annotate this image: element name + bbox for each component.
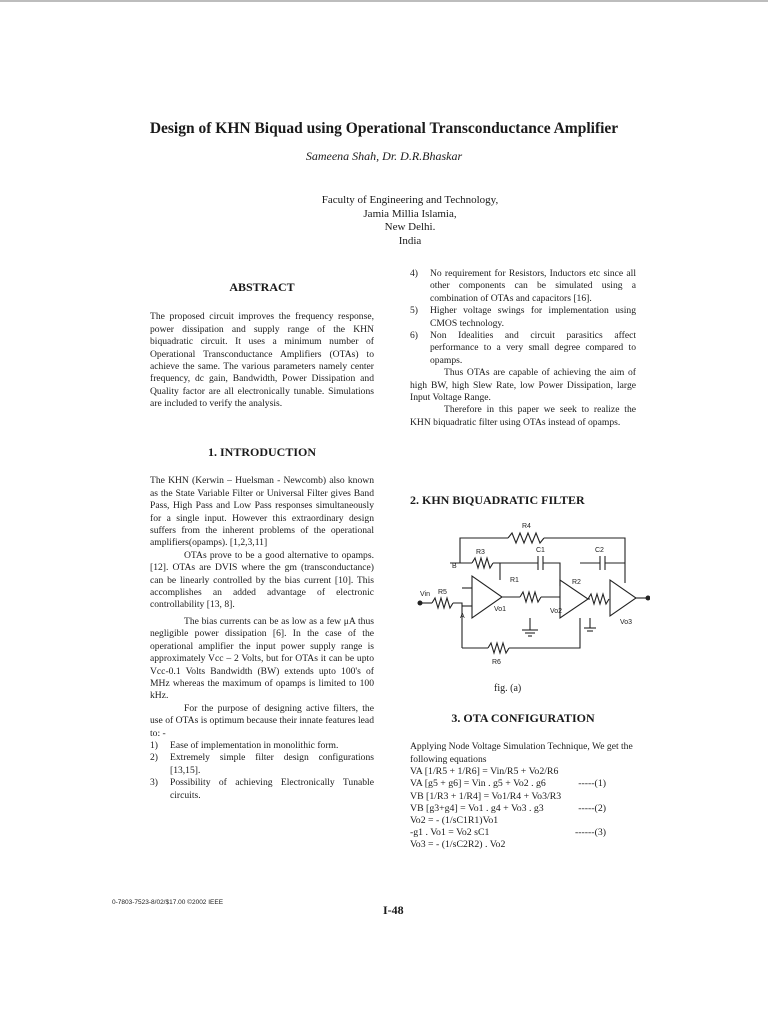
label-r4: R4 bbox=[522, 523, 531, 530]
label-r1: R1 bbox=[510, 577, 519, 584]
abstract-heading: ABSTRACT bbox=[229, 280, 295, 294]
page-number: I-48 bbox=[383, 903, 404, 917]
top-rule bbox=[0, 0, 768, 2]
equation-text: VA [1/R5 + 1/R6] = Vin/R5 + Vo2/R6 bbox=[410, 766, 559, 778]
copyright-footer: 0-7803-7523-8/02/$17.00 ©2002 IEEE bbox=[112, 899, 224, 906]
label-b: B bbox=[452, 563, 457, 570]
label-r3: R3 bbox=[476, 549, 485, 556]
list-number: 2) bbox=[150, 752, 158, 764]
equation-line bbox=[410, 766, 636, 778]
label-vo1: Vo1 bbox=[494, 606, 507, 613]
list-item bbox=[150, 777, 374, 802]
equation-number: ------(3) bbox=[575, 827, 606, 839]
equation-line bbox=[410, 839, 636, 851]
advantages-list-left bbox=[150, 740, 374, 802]
list-number: 1) bbox=[150, 739, 158, 751]
paper-title: Design of KHN Biquad using Operational Transconductance Amplifier bbox=[149, 120, 619, 137]
equation-line bbox=[410, 815, 636, 827]
label-r5: R5 bbox=[438, 589, 447, 596]
list-number: 3) bbox=[150, 777, 158, 789]
abstract-text: The proposed circuit improves the frequency response, power dissipation and supply range of the KHN biquadratic circuit. It uses a minimum number of Operational Transconductance Amplifiers (OTAs) to achieve the same. The various parameters namely center frequency, dc gain, Bandwidth, Power Dissipation and Quality factor are all electronically tunable. Simulations are included to verify the analysis. bbox=[150, 311, 374, 410]
list-text: Non Idealities and circuit parasitics affect performance to a very small degree compared to opamps. bbox=[430, 330, 636, 366]
abstract-section bbox=[150, 281, 374, 411]
affiliation-line: Jamia Millia Islamia, bbox=[363, 207, 457, 220]
figure-caption: fig. (a) bbox=[494, 683, 522, 694]
paper-authors: Sameena Shah, Dr. D.R.Bhaskar bbox=[305, 149, 463, 163]
label-vo3: Vo3 bbox=[620, 619, 633, 626]
list-text: Extremely simple filter design configurations [13,15]. bbox=[170, 752, 374, 776]
equations bbox=[410, 766, 636, 851]
list-text: No requirement for Resistors, Inductors etc since all other components can be simulated using a combination of OTAs and capacitors [16]. bbox=[430, 268, 636, 304]
equation-text: VA [g5 + g6] = Vin . g5 + Vo2 . g6 bbox=[410, 778, 546, 790]
advantages-list-right bbox=[410, 268, 636, 367]
equation-line bbox=[410, 827, 636, 839]
list-number: 6) bbox=[410, 330, 418, 342]
label-c1: C1 bbox=[536, 547, 545, 554]
label-c2: C2 bbox=[595, 547, 604, 554]
ota-heading: 3. OTA CONFIGURATION bbox=[451, 711, 595, 725]
list-item bbox=[410, 305, 636, 330]
introduction-section bbox=[150, 446, 374, 802]
equation-number: -----(1) bbox=[578, 778, 606, 790]
list-item bbox=[150, 740, 374, 752]
equation-line bbox=[410, 803, 636, 815]
equation-line bbox=[410, 791, 636, 803]
equation-line bbox=[410, 778, 636, 790]
label-vo2: Vo2 bbox=[550, 608, 563, 615]
affiliation-line: Faculty of Engineering and Technology, bbox=[321, 194, 499, 206]
equation-number: -----(2) bbox=[578, 802, 606, 814]
label-r6: R6 bbox=[492, 659, 501, 666]
right-column-text bbox=[410, 268, 636, 429]
equation-text: -g1 . Vo1 = Vo2 sC1 bbox=[410, 827, 490, 839]
list-text: Possibility of achieving Electronically Tunable circuits. bbox=[170, 777, 374, 801]
label-a: A bbox=[460, 613, 465, 620]
introduction-heading: 1. INTRODUCTION bbox=[207, 445, 316, 459]
khn-circuit-diagram bbox=[410, 518, 650, 673]
equation-text: VB [1/R3 + 1/R4] = Vo1/R4 + Vo3/R3 bbox=[410, 790, 562, 802]
equation-text: VB [g3+g4] = Vo1 . g4 + Vo3 . g3 bbox=[410, 802, 544, 814]
list-number: 5) bbox=[410, 305, 418, 317]
list-text: Higher voltage swings for implementation using CMOS technology. bbox=[430, 305, 636, 329]
label-vin: Vin bbox=[420, 591, 430, 598]
list-number: 4) bbox=[410, 268, 418, 279]
affiliation-line: New Delhi. bbox=[384, 221, 436, 233]
intro-paragraph-1: The KHN (Kerwin – Huelsman - Newcomb) also known as the State Variable Filter or Universal Filter gives Band Pass, High Pass and Low Pass responses simultaneously for a single input. However this extraordinary design suffers from the inherent problems of the operational amplifiers(opamps). [1,2,3,11] bbox=[150, 475, 374, 549]
ota-section bbox=[410, 712, 636, 852]
list-item bbox=[150, 752, 374, 777]
affiliation-line: India bbox=[398, 234, 422, 247]
list-item bbox=[410, 268, 636, 305]
list-text: Ease of implementation in monolithic form. bbox=[170, 739, 339, 751]
ota-intro: Applying Node Voltage Simulation Technique, We get the following equations bbox=[410, 741, 633, 765]
intro-paragraph-4: For the purpose of designing active filters, the use of OTAs is optimum because their innate features lead to: - bbox=[150, 702, 374, 739]
intro-paragraph-3: The bias currents can be as low as a few μA thus negligible power dissipation [6]. In the case of the operational amplifier the input power supply range is approximately Vcc – 2 Volts, but for OTAs it can be upto Vcc-0.1 Volts Bandwidth (BW) extends upto 100's of MHz whereas the maximum of opamps is limited to 100 kHz. bbox=[150, 615, 374, 702]
affiliation bbox=[160, 194, 660, 248]
list-item bbox=[410, 330, 636, 367]
label-r2: R2 bbox=[572, 579, 581, 586]
right-paragraph-1: Thus OTAs are capable of achieving the aim of high BW, high Slew Rate, low Power Dissipation, large Input Voltage Range. bbox=[410, 367, 636, 404]
khn-heading-block bbox=[410, 494, 636, 506]
equation-text: Vo3 = - (1/sC2R2) . Vo2 bbox=[410, 839, 506, 851]
intro-paragraph-2: OTAs prove to be a good alternative to opamps. [12]. OTAs are DVIS where the gm (transconductance) can be linearly controlled by the bias current [10]. This accomplishes an added advantage of electronic controllability [13, 8]. bbox=[150, 549, 374, 611]
equation-text: Vo2 = - (1/sC1R1)Vo1 bbox=[410, 815, 499, 827]
right-paragraph-2: Therefore in this paper we seek to realize the KHN biquadratic filter using OTAs instead of opamps. bbox=[410, 404, 636, 428]
khn-heading: 2. KHN BIQUADRATIC FILTER bbox=[410, 493, 585, 507]
